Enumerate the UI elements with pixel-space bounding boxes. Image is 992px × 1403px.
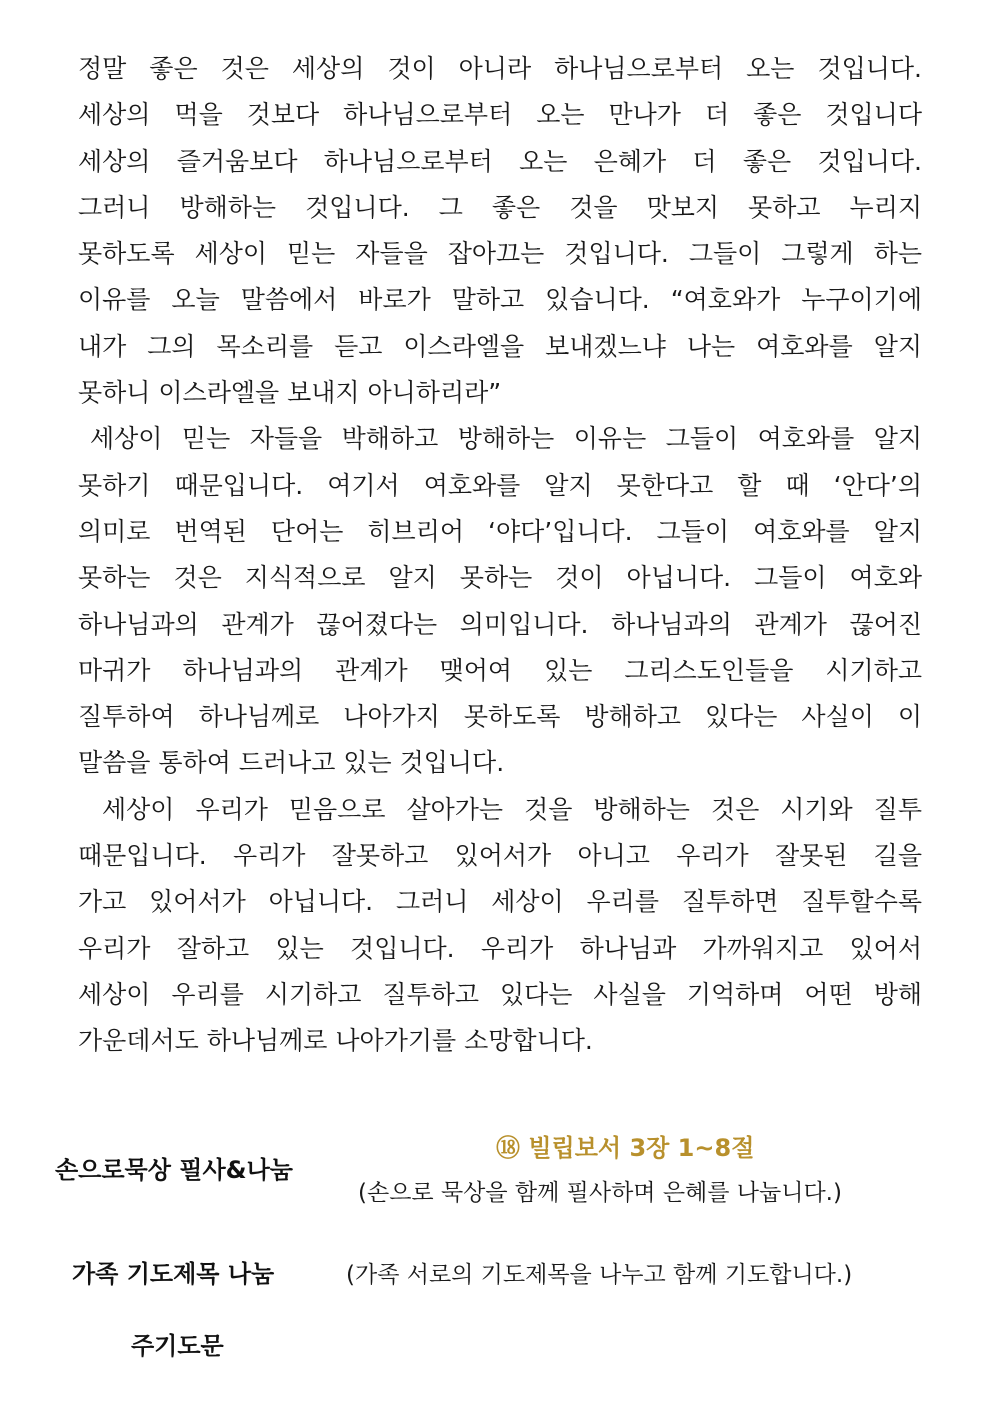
family-prayer-label: 가족 기도제목 나눔	[72, 1260, 275, 1288]
body-line: 그러니 방해하는 것입니다. 그 좋은 것을 맛보지 못하고 누리지	[78, 192, 922, 222]
devotional-body	[78, 46, 922, 1065]
body-line: 가운데서도 하나님께로 나아가기를 소망합니다.	[78, 1026, 593, 1056]
body-line: 가고 있어서가 아닙니다. 그러니 세상이 우리를 질투하면 질투할수록	[78, 887, 922, 917]
body-line: 의미로 번역된 단어는 히브리어 ‘야다’입니다. 그들이 여호와를 알지	[78, 516, 922, 546]
body-line: 못하도록 세상이 믿는 자들을 잡아끄는 것입니다. 그들이 그렇게 하는	[78, 239, 922, 269]
body-line: 마귀가 하나님과의 관계가 맺어여 있는 그리스도인들을 시기하고	[78, 655, 922, 685]
handwriting-section-label: 손으로묵상 필사&나눔	[55, 1156, 293, 1184]
lords-prayer-label: 주기도문	[131, 1332, 224, 1360]
body-line: 못하는 것은 지식적으로 알지 못하는 것이 아닙니다. 그들이 여호와	[78, 563, 922, 593]
handwriting-description: (손으로 묵상을 함께 필사하며 은혜를 나눕니다.)	[358, 1180, 842, 1206]
body-line: 질투하여 하나님께로 나아가지 못하도록 방해하고 있다는 사실이 이	[78, 702, 922, 732]
passage-reference: ⑱ 빌립보서 3장 1~8절	[496, 1134, 755, 1162]
body-line: 정말 좋은 것은 세상의 것이 아니라 하나님으로부터 오는 것입니다.	[78, 54, 922, 83]
body-line: 세상이 우리가 믿음으로 살아가는 것을 방해하는 것은 시기와 질투	[102, 794, 922, 824]
family-prayer-description: (가족 서로의 기도제목을 나누고 함께 기도합니다.)	[346, 1262, 853, 1288]
body-line: 때문입니다. 우리가 잘못하고 있어서가 아니고 우리가 잘못된 길을	[78, 841, 922, 871]
body-line: 우리가 잘하고 있는 것입니다. 우리가 하나님과 가까워지고 있어서	[78, 933, 922, 963]
body-line: 세상이 믿는 자들을 박해하고 방해하는 이유는 그들이 여호와를 알지	[90, 424, 922, 454]
body-line: 세상의 즐거움보다 하나님으로부터 오는 은혜가 더 좋은 것입니다.	[78, 146, 922, 176]
body-line: 말씀을 통하여 드러나고 있는 것입니다.	[78, 748, 505, 778]
body-line: 하나님과의 관계가 끊어졌다는 의미입니다. 하나님과의 관계가 끊어진	[78, 609, 922, 639]
body-line: 못하니 이스라엘을 보내지 아니하리라”	[78, 378, 502, 408]
body-line: 내가 그의 목소리를 듣고 이스라엘을 보내겠느냐 나는 여호와를 알지	[78, 331, 922, 361]
body-line: 못하기 때문입니다. 여기서 여호와를 알지 못한다고 할 때 ‘안다’의	[78, 470, 922, 500]
body-line: 이유를 오늘 말씀에서 바로가 말하고 있습니다. “여호와가 누구이기에	[78, 285, 922, 315]
body-line: 세상이 우리를 시기하고 질투하고 있다는 사실을 기억하며 어떤 방해	[78, 979, 922, 1009]
body-line: 세상의 먹을 것보다 하나님으로부터 오는 만나가 더 좋은 것입니다	[78, 100, 922, 130]
